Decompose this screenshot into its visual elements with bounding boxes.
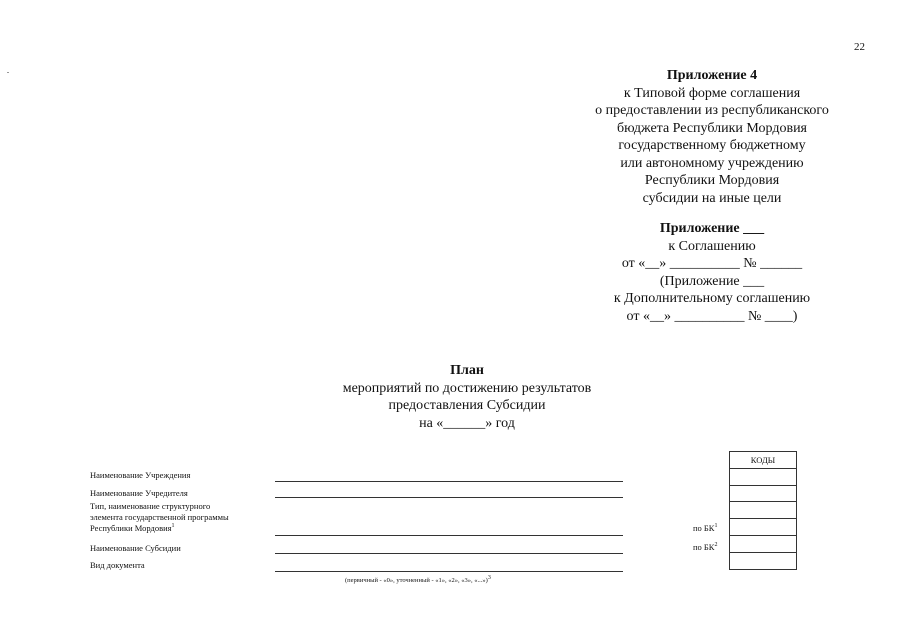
appendix-line: государственному бюджетному — [618, 138, 806, 153]
document-type-note: (первичный - «0», уточненный - «1», «2», «3», «...»)$^3$ — [345, 574, 491, 584]
agreement-line: от «__» __________ № ____) — [626, 308, 798, 324]
document-type-field[interactable] — [275, 571, 623, 572]
agreement-line: от «__» __________ № ______ — [621, 256, 803, 271]
code-cell-institution[interactable] — [730, 468, 797, 485]
appendix-line: или автономному учреждению — [620, 155, 804, 171]
code-cell-bk-1[interactable] — [730, 519, 797, 536]
plan-title: План — [450, 363, 484, 378]
plan-line: мероприятий по достижению результатов — [342, 380, 592, 396]
program-element-label-line1: Тип, наименование структурного — [90, 501, 211, 511]
agreement-line: (Приложение ___ — [659, 273, 765, 289]
agreement-line: к Дополнительному соглашению — [613, 291, 811, 306]
subsidy-name-field[interactable] — [275, 553, 623, 554]
code-cell-spacer — [730, 502, 797, 519]
appendix-line: к Типовой форме соглашения — [623, 85, 801, 101]
codes-table — [729, 451, 797, 570]
code-cell-founder[interactable] — [730, 485, 797, 502]
appendix-line: субсидии на иные цели — [642, 190, 782, 206]
code-cell-document-type[interactable] — [730, 552, 797, 569]
bk-label-1: по $БК^1$ — [693, 523, 718, 533]
institution-name-label: Наименование Учреждения — [90, 470, 191, 480]
scan-speck — [7, 72, 9, 73]
program-element-field[interactable] — [275, 535, 623, 536]
founder-name-label: Наименование Учредителя — [90, 488, 188, 498]
plan-heading — [267, 362, 667, 432]
plan-line: предоставления Субсидии — [388, 398, 546, 413]
institution-name-field[interactable] — [275, 481, 623, 482]
footnote-mark: 1 — [171, 523, 175, 530]
appendix-title: Приложение 4 — [666, 68, 758, 83]
agreement-title: Приложение ___ — [659, 221, 765, 236]
appendix-line: о предоставлении из республиканского — [595, 103, 829, 118]
footnote-mark: 3 — [487, 574, 491, 581]
subsidy-name-label: Наименование Субсидии — [90, 543, 181, 553]
codes-header: КОДЫ — [730, 452, 797, 469]
plan-line: на «______» год — [419, 415, 515, 431]
program-element-label-line2: элемента государственной программы — [90, 512, 229, 522]
founder-name-field[interactable] — [275, 497, 623, 498]
footnote-mark: 1 — [714, 523, 718, 530]
agreement-reference — [562, 220, 862, 325]
appendix-line: бюджета Республики Мордовия — [616, 120, 807, 136]
program-element-label-line3: Республики Мордовия$^1$ — [90, 523, 175, 533]
bk-label-2: по $БК^2$ — [693, 542, 718, 552]
appendix-header — [562, 67, 862, 207]
page-number: 22 — [854, 41, 865, 53]
document-type-label: Вид документа — [90, 560, 145, 570]
footnote-mark: 2 — [714, 542, 718, 549]
appendix-line: Республики Мордовия — [644, 173, 780, 188]
agreement-line: к Соглашению — [668, 238, 756, 254]
code-cell-bk-2[interactable] — [730, 535, 797, 552]
